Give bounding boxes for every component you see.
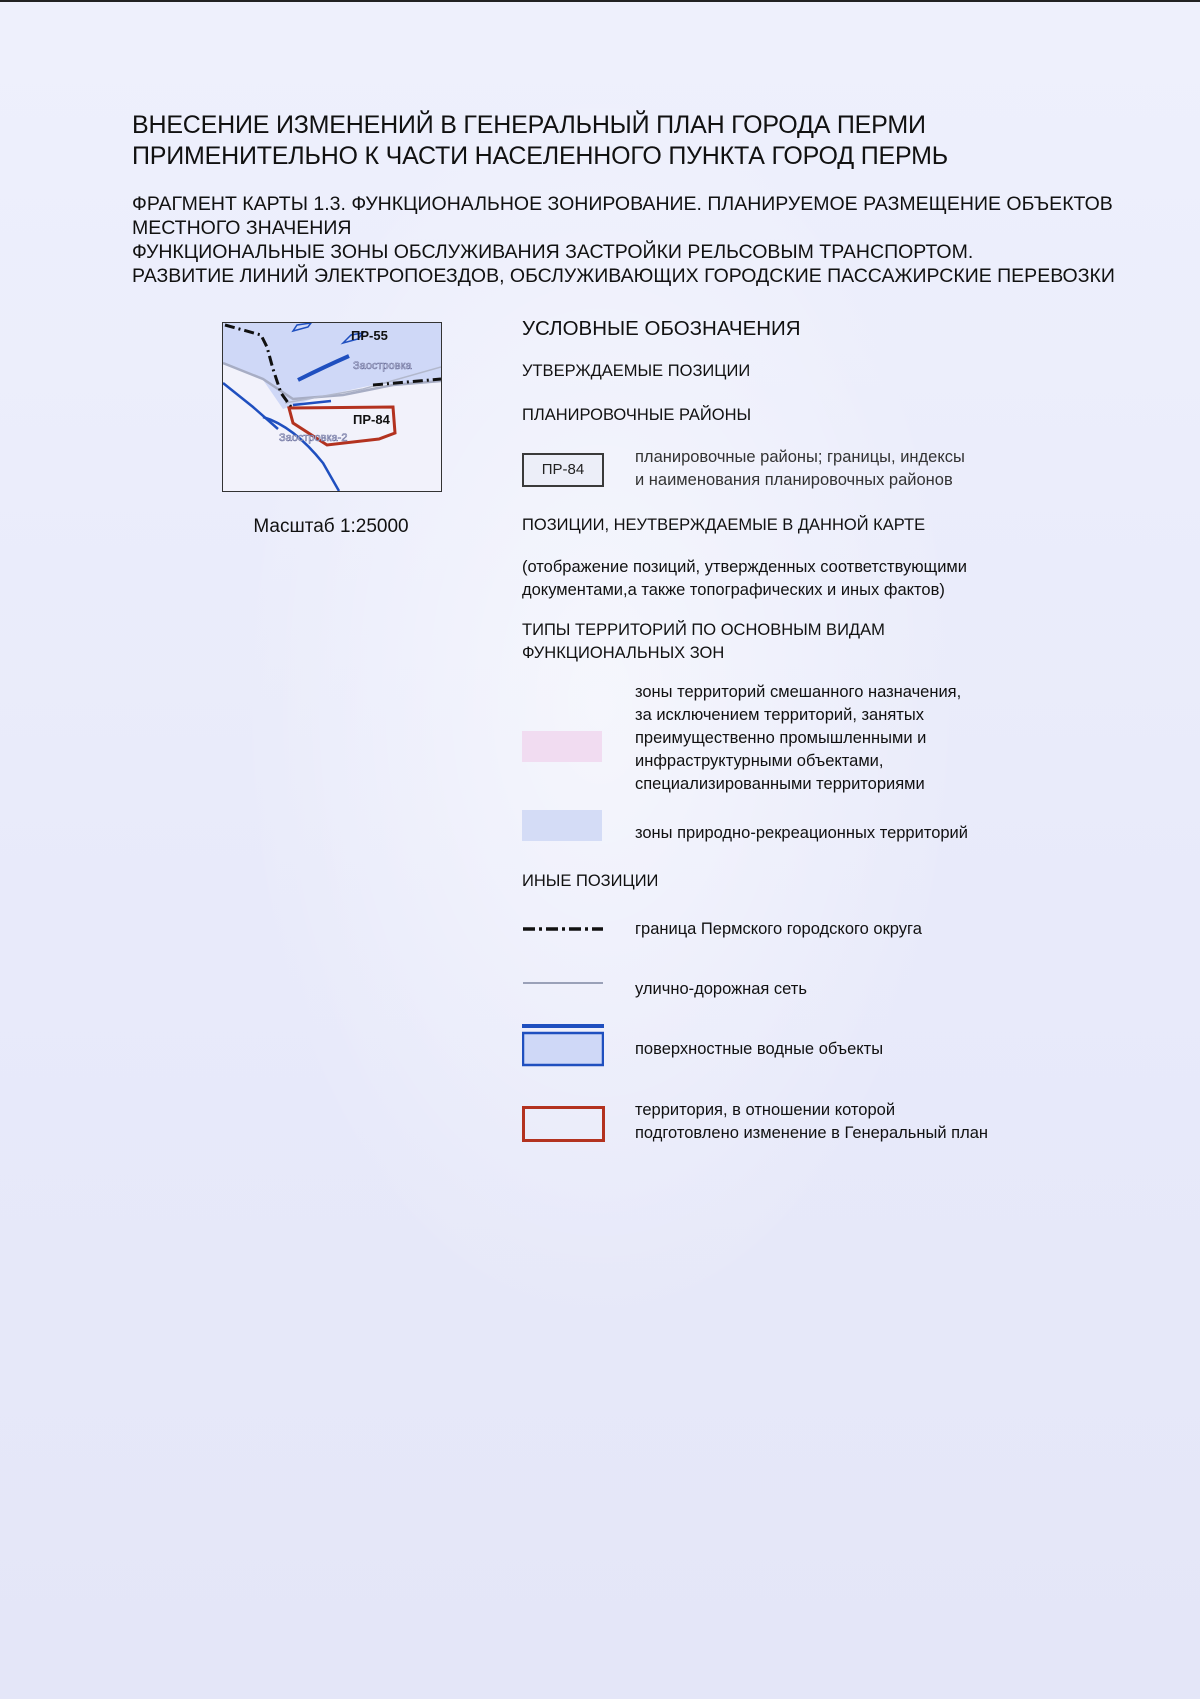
legend-districts-heading: ПЛАНИРОВОЧНЫЕ РАЙОНЫ [522,406,752,424]
legend-label-line: специализированными территориями [635,775,925,793]
road-swatch [522,979,604,987]
map-label-zaostrovka: Заостровка [353,360,412,372]
legend-label-line: преимущественно промышленными и [635,729,927,747]
district-legend-label [635,446,965,492]
legend-heading-line: ФУНКЦИОНАЛЬНЫХ ЗОН [522,644,725,662]
document-title [132,110,948,172]
boundary-label: граница Пермского городского округа [635,920,922,938]
legend-heading-line: ТИПЫ ТЕРРИТОРИЙ ПО ОСНОВНЫМ ВИДАМ [522,621,885,639]
district-swatch: ПР-84 [522,453,604,487]
legend-label-line: инфраструктурными объектами, [635,752,884,770]
legend-label-line: и наименования планировочных районов [635,471,953,489]
legend-zones-heading [522,619,885,665]
subtitle-line: РАЗВИТИЕ ЛИНИЙ ЭЛЕКТРОПОЕЗДОВ, ОБСЛУЖИВАЮЩИХ ГОРОДСКИЕ ПАССАЖИРСКИЕ ПЕРЕВОЗКИ [132,265,1115,287]
legend-label-line: зоны территорий смешанного назначения, [635,683,962,701]
title-line: ВНЕСЕНИЕ ИЗМЕНЕНИЙ В ГЕНЕРАЛЬНЫЙ ПЛАН ГОРОДА ПЕРМИ [132,111,926,139]
legend-title: УСЛОВНЫЕ ОБОЗНАЧЕНИЯ [522,317,801,340]
legend-not-approved-note [522,556,967,602]
document-subtitle [132,192,1142,288]
legend-other-heading: ИНЫЕ ПОЗИЦИИ [522,872,659,890]
mixed-zone-swatch [522,731,602,762]
legend-note-line: документами,а также топографических и иных фактов) [522,581,945,599]
road-label: улично-дорожная сеть [635,980,807,998]
legend-label-line: территория, в отношении которой [635,1101,896,1119]
water-swatch [522,1023,604,1067]
title-line: ПРИМЕНИТЕЛЬНО К ЧАСТИ НАСЕЛЕННОГО ПУНКТА ГОРОД ПЕРМЬ [132,142,948,170]
water-label: поверхностные водные объекты [635,1040,884,1058]
map-label-zaostrovka2: Заостровка-2 [279,432,348,444]
nature-zone-label: зоны природно-рекреационных территорий [635,824,968,842]
legend-note-line: (отображение позиций, утвержденных соответствующими [522,558,967,576]
change-area-swatch [522,1106,605,1142]
nature-zone-swatch [522,810,602,841]
map-label-pr84: ПР-84 [353,412,390,427]
water-object [223,383,278,429]
map-scale: Масштаб 1:25000 [253,516,409,537]
map-fragment [222,322,442,492]
subtitle-line: ФУНКЦИОНАЛЬНЫЕ ЗОНЫ ОБСЛУЖИВАНИЯ ЗАСТРОЙКИ РЕЛЬСОВЫМ ТРАНСПОРТОМ. [132,241,974,263]
legend-approved-heading: УТВЕРЖДАЕМЫЕ ПОЗИЦИИ [522,362,751,380]
legend-label-line: подготовлено изменение в Генеральный план [635,1124,988,1142]
mixed-zone-label [635,681,961,796]
change-area-label [635,1099,988,1145]
boundary-swatch [522,922,604,936]
legend-label-line: за исключением территорий, занятых [635,706,924,724]
legend-label-line: планировочные районы; границы, индексы [635,448,965,466]
subtitle-line: ФРАГМЕНТ КАРТЫ 1.3. ФУНКЦИОНАЛЬНОЕ ЗОНИРОВАНИЕ. ПЛАНИРУЕМОЕ РАЗМЕЩЕНИЕ ОБЪЕКТОВ МЕСТНОГО ЗНАЧЕНИЯ [132,193,1113,239]
map-label-pr55: ПР-55 [351,328,388,343]
legend-not-approved-heading: ПОЗИЦИИ, НЕУТВЕРЖДАЕМЫЕ В ДАННОЙ КАРТЕ [522,516,926,534]
